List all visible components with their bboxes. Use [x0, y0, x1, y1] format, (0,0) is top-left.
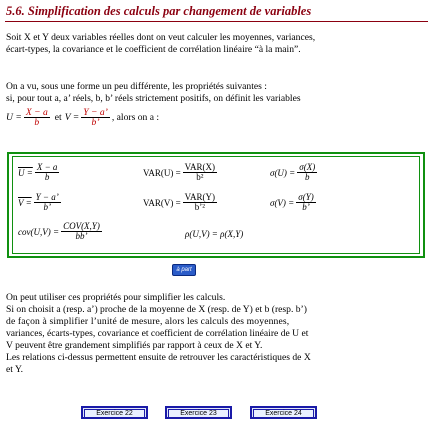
cov-fraction — [61, 222, 102, 241]
alors-text: , alors on a : — [111, 112, 160, 123]
exercise-23-button[interactable] — [165, 406, 232, 419]
intro-line-2: écart-types, la covariance et le coefficient de corrélation linéaire “à la main”. — [6, 44, 301, 55]
apart-button[interactable]: à part — [172, 264, 196, 276]
change-line-2: si, pour tout a, a’ réels, b, b’ réels strictement positifs, on définit les variables — [6, 93, 301, 104]
exercise-23-label: Exercice 23 — [168, 409, 229, 418]
change-line-1: On a vu, sous une forme un peu différente, les propriétés suivantes : — [6, 81, 267, 92]
exercise-24-button[interactable] — [250, 406, 317, 419]
mean-v-den: b’ — [43, 202, 51, 212]
body-line-5: V peuvent être grandement simplifiés par rapport à ceux de X et Y. — [6, 340, 263, 351]
mean-u-num: X − a — [36, 162, 58, 172]
intro-paragraph — [6, 32, 426, 56]
mean-u-lhs: U = — [18, 167, 33, 178]
sigma-v-formula — [270, 193, 316, 212]
exercise-22-button[interactable] — [81, 406, 148, 419]
rho-formula: ρ(U,V) = ρ(X,Y) — [185, 229, 244, 239]
var-u-lhs: VAR(U) = — [143, 167, 181, 178]
var-u-num: VAR(X) — [184, 162, 216, 172]
var-v-den: b’² — [194, 202, 205, 212]
section-title: 5.6. Simplification des calculs par changement de variables — [6, 4, 312, 18]
sigma-v-lhs: σ(V) = — [270, 197, 295, 208]
variable-definitions — [6, 108, 159, 127]
var-v-lhs: VAR(V) = — [143, 197, 181, 208]
cov-den: bb’ — [75, 231, 88, 241]
var-u-den: b² — [196, 172, 204, 182]
var-u-fraction — [183, 163, 217, 182]
sigma-u-lhs: σ(U) = — [270, 167, 296, 178]
u-numerator: X − a — [25, 107, 48, 118]
body-line-7: et Y. — [6, 364, 24, 375]
body-line-1: On peut utiliser ces propriétés pour simplifier les calculs. — [6, 292, 226, 303]
exercise-22-label: Exercice 22 — [84, 409, 145, 418]
body-line-3: de façon à simplifier l’unité de mesure, alors les calculs des moyennes, — [6, 316, 290, 327]
sigma-v-fraction — [296, 193, 315, 212]
et-word: et — [54, 112, 62, 123]
var-v-fraction — [183, 193, 217, 212]
v-eq: V = — [64, 112, 80, 123]
v-denominator: b’ — [91, 117, 100, 128]
body-line-4: variances, écarts-types, covariance et coefficient de corrélation linéaire de U et — [6, 328, 309, 339]
change-paragraph — [6, 81, 426, 105]
sigma-u-den: b — [304, 172, 310, 182]
mean-v-formula — [18, 193, 61, 212]
var-v-num: VAR(Y) — [184, 192, 216, 202]
v-numerator: Y − a’ — [83, 107, 108, 118]
sigma-u-num: σ(X) — [299, 162, 316, 172]
mean-v-num: Y − a’ — [35, 192, 59, 202]
cov-num: COV(X,Y) — [63, 221, 100, 231]
u-eq: U = — [6, 112, 22, 123]
sigma-v-num: σ(Y) — [298, 192, 314, 202]
u-fraction — [24, 108, 50, 127]
mean-u-fraction — [35, 163, 60, 182]
mean-u-formula — [18, 163, 59, 182]
sigma-u-formula — [270, 163, 317, 182]
mean-u-den: b — [44, 172, 50, 182]
mean-v-fraction — [34, 193, 61, 212]
var-v-formula — [143, 193, 217, 212]
u-denominator: b — [34, 117, 40, 128]
cov-lhs: cov(U,V) = — [18, 226, 60, 237]
body-line-6: Les relations ci-dessus permettent ensuite de retrouver les caractéristiques de X — [6, 352, 311, 363]
mean-v-lhs: V = — [18, 197, 32, 208]
title-divider — [5, 21, 428, 22]
body-line-2: Si on choisit a (resp. a’) proche de la moyenne de X (resp. de Y) et b (resp. b’) — [6, 304, 307, 315]
cov-formula — [18, 222, 102, 241]
body-paragraph — [6, 292, 426, 376]
var-u-formula — [143, 163, 217, 182]
sigma-u-fraction — [297, 163, 317, 182]
exercise-24-label: Exercice 24 — [253, 409, 314, 418]
v-fraction — [81, 108, 110, 127]
intro-line-1: Soit X et Y deux variables réelles dont on veut calculer les moyennes, variances, — [6, 32, 316, 43]
sigma-v-den: b’ — [302, 202, 310, 212]
